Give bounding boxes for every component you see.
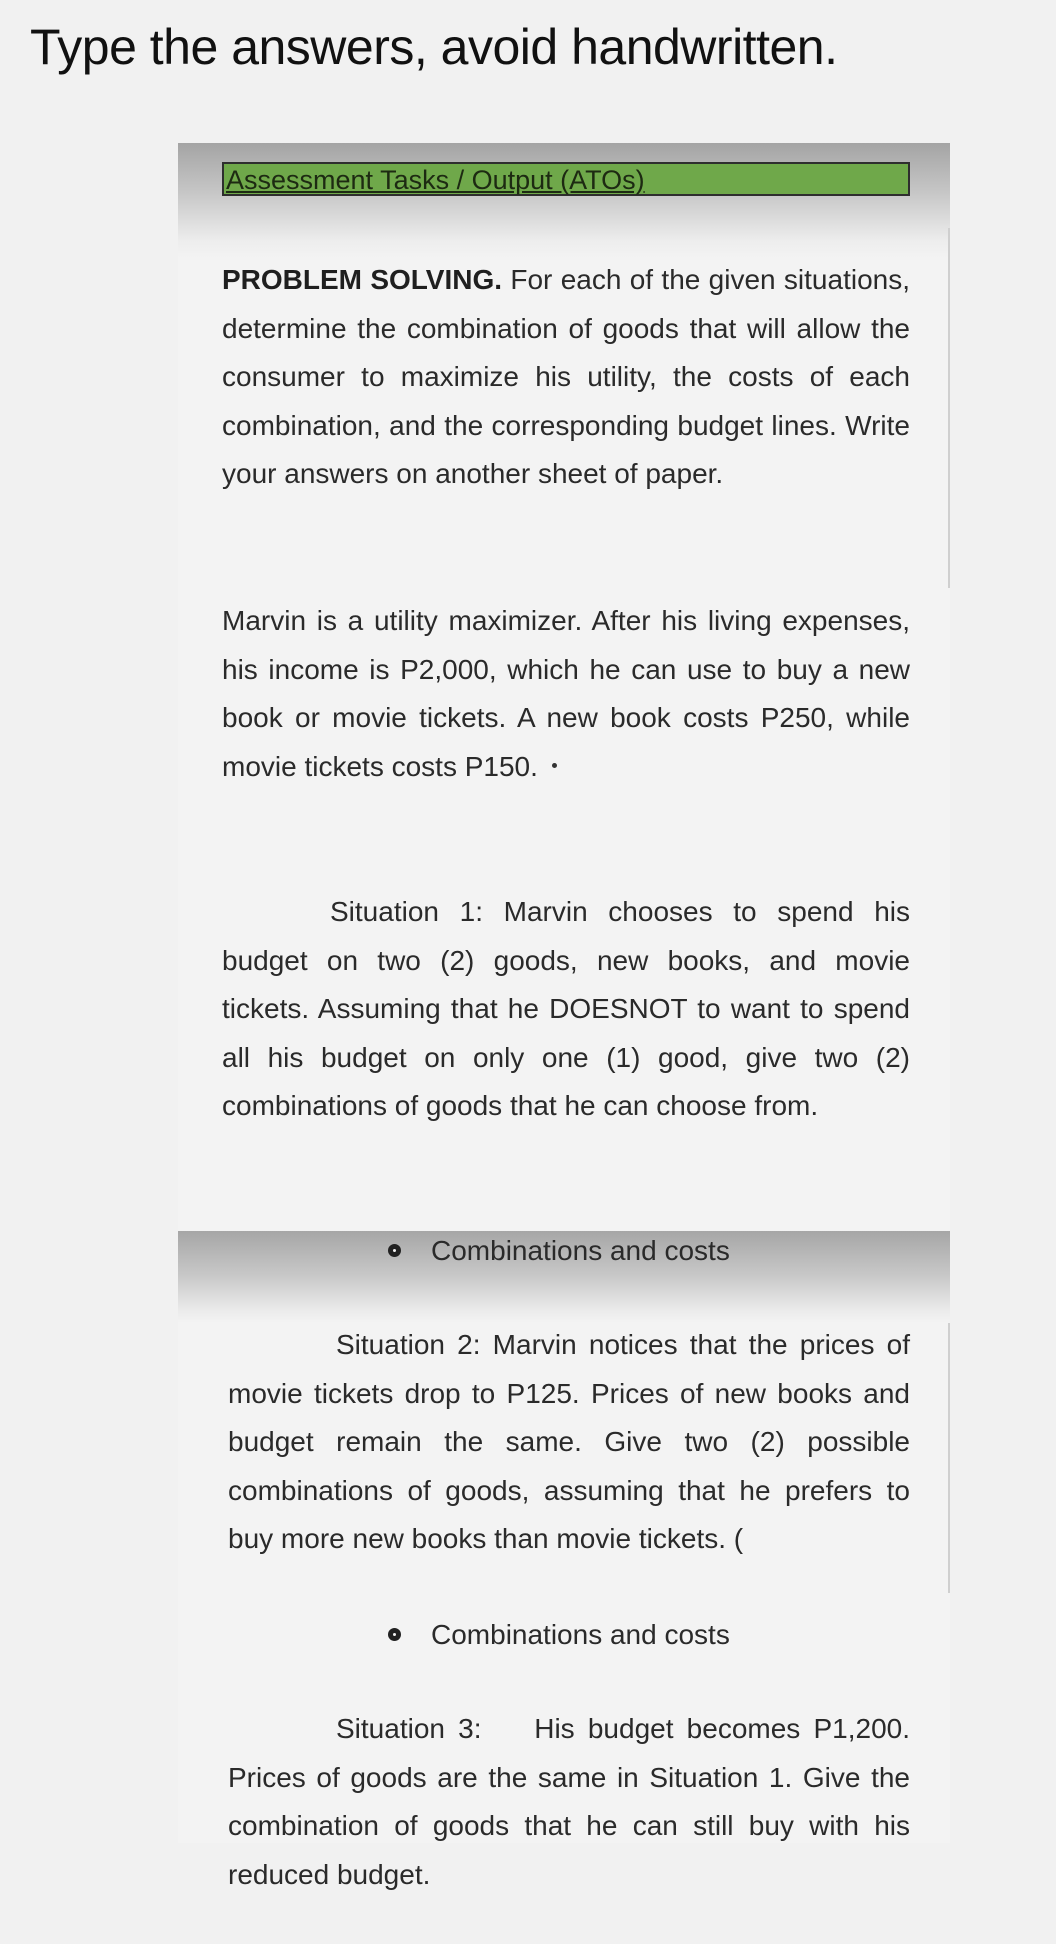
instruction-heading: Type the answers, avoid handwritten.: [30, 19, 838, 75]
situation-3-paragraph: Situation 3: His budget becomes P1,200. Prices of goods are the same in Situation 1. Give the combination of goods that he can still buy with his reduced budget.: [228, 1713, 926, 1890]
situation-2-paragraph: Situation 2: Marvin notices that the prices of movie tickets drop to P125. Prices of new books and budget remain the same. Give two (2) possible combinations of goods, assuming that he prefers to buy more new books than movie tickets. (: [228, 1329, 910, 1554]
problem-lead: PROBLEM SOLVING.: [222, 264, 503, 295]
situation-1-paragraph: Situation 1: Marvin chooses to spend his budget on two (2) goods, new books, and movie tickets. Assuming that he DOESNOT to want to spend all his budget on only one (1) good, give two (2) combinations of goods that he can choose from.: [222, 896, 910, 1121]
problem-paragraph: [222, 256, 910, 499]
page-edge-line: [948, 1323, 950, 1593]
scenario-text: Marvin is a utility maximizer. After his living expenses, his income is P2,000, which he can use to buy a new book or movie tickets. A new book costs P250, while movie tickets costs P150.: [222, 605, 910, 782]
problem-text: For each of the given situations, determine the combination of goods that will allow the consumer to maximize his utility, the costs of each combination, and the corresponding budget lines. Write your answers on another sheet of paper.: [222, 264, 910, 489]
bullet-icon: [388, 1244, 401, 1257]
bullet-icon: [388, 1628, 401, 1641]
stray-dot-icon: [552, 763, 557, 768]
page-edge-line: [948, 228, 950, 588]
bullet-2-text: Combinations and costs: [431, 1619, 730, 1650]
ato-title: Assessment Tasks / Output (ATOs): [226, 165, 645, 195]
ato-title-box: [222, 162, 910, 196]
bullet-item-2: [388, 1615, 730, 1655]
scenario-paragraph: [222, 597, 910, 791]
bullet-item-1: [388, 1231, 730, 1271]
document-page: [178, 143, 950, 1890]
bullet-1-text: Combinations and costs: [431, 1235, 730, 1266]
top-shadow: [178, 143, 950, 258]
